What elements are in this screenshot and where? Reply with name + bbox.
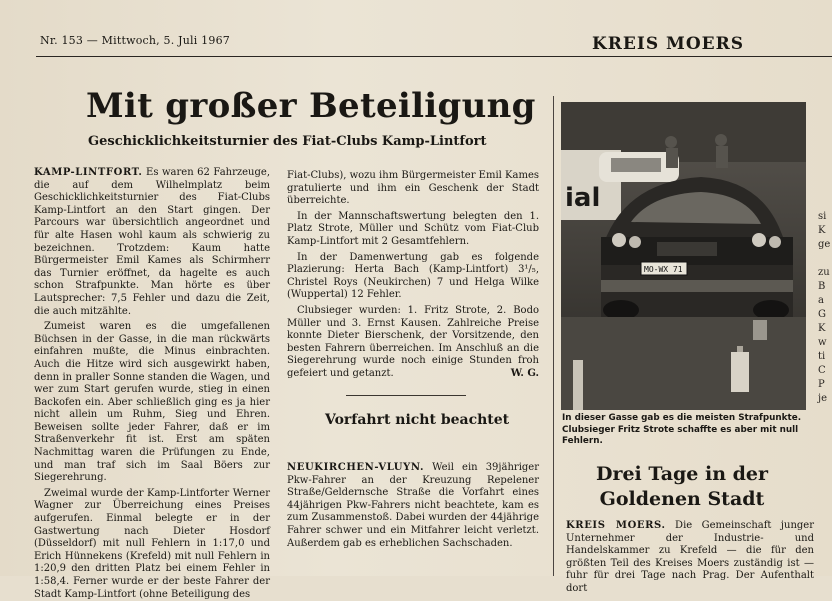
dateline: KREIS MOERS. <box>566 520 666 531</box>
article-subhead: Geschicklichkeitsturnier des Fiat-Clubs Kamp-Lintfort <box>88 134 487 149</box>
column-rule <box>553 96 554 576</box>
dateline: NEUKIRCHEN-VLUYN. <box>287 462 425 473</box>
article-column-2 <box>287 170 539 380</box>
adjacent-column-fragment: si K ge zu B a G K w ti C P je <box>818 211 831 404</box>
article-paragraph: Zweimal wurde der Kamp-Lintforter Werner Wagner zur Überreichung eines Preises aufgerufen. Einmal belegte er in der Gastwertung nach Dieter Hosdorf (Düsseldorf) mit null Fehlern in 1:17,0 und Erich Hünnekens (Krefeld) mit null Fehlern in 1:20,9 den dritten Platz bei einem Fehler in 1:58,4. Ferner wurde er der beste Fahrer der Stadt Kamp-Lintfort (ohne Beteiligung des <box>34 487 270 600</box>
photo-caption: In dieser Gasse gab es die meisten Strafpunkte. Clubsieger Fritz Strote schaffte es aber mit null Fehlern. <box>562 413 802 446</box>
news-photo <box>561 102 806 410</box>
article2-body <box>287 462 539 574</box>
article-paragraph: KAMP-LINTFORT. Es waren 62 Fahrzeuge, die auf dem Wilhelmplatz beim Geschicklichkeitsturnier des Fiat-Clubs Kamp-Lintfort an den Start gingen. Der Parcours war übersichtlich angeordnet und für alte Hasen wohl kaum als schwierig zu bezeichnen. Trotzdem: Kaum hatte Bürgermeister Emil Kames als Schirmherr das Turnier eröffnet, da hagelte es auch schon Strafpunkte. Man hörte es über Lautsprecher: 7,5 Fehler und dazu die Zeit, die auch mitzählte. <box>34 167 270 317</box>
article-paragraph: Clubsieger wurden: 1. Fritz Strote, 2. Bodo Müller und 3. Ernst Kausen. Zahlreiche Preise konnte Dieter Bierschenk, der Vorsitzende, den besten Fahrern überreichen. Im Anschluß an die Siegerehrung wurde noch einige Stunden froh gefeiert und getanzt. W. G. <box>287 304 539 379</box>
article2-headline: Vorfahrt nicht beachtet <box>325 412 510 428</box>
section-title: KREIS MOERS <box>592 34 744 54</box>
article-paragraph: Zumeist waren es die umgefallenen Büchsen in der Gasse, in die man rückwärts einfahren mußte, die Minus einbrachten. Auch die Hitze wird sich ausgewirkt haben, denn in praller Sonne standen die Wagen, und wer zum Start gerufen wurde, stieg in einen Backofen ein. Aber schließlich ging es ja hier nicht allein um Ruhm, Sieg und Ehren. Beweisen sollte jeder Fahrer, daß er im Straßenverkehr fit ist. Erst am späten Nachmittag waren die Prüfungen zu Ende, und man traf sich im Saal Böers zur Siegerehrung. <box>34 321 270 484</box>
article-paragraph: In der Mannschaftswertung belegten den 1. Platz Strote, Müller und Schütz vom Fiat-Club Kamp-Lintfort mit 2 Gesamtfehlern. <box>287 210 539 247</box>
article-paragraph: NEUKIRCHEN-VLUYN. Weil ein 39jähriger Pkw-Fahrer an der Kreuzung Repelener Straße/Geldernsche Straße die Vorfahrt eines 44jährigen Pkw-Fahrers nicht beachtete, kam es zum Zusammenstoß. Dabei wurden der 44jährige Fahrer schwer und ein Mitfahrer leicht verletzt. Außerdem gab es erheblichen Sachschaden. <box>287 462 539 549</box>
article-paragraph: KREIS MOERS. Die Gemeinschaft junger Unternehmer der Industrie- und Handelskammer zu Krefeld — die für den größten Teil des Kreises Moers zuständig ist — fuhr für drei Tage nach Prag. Der Aufenthalt dort <box>566 520 815 594</box>
article3-headline: Drei Tage in der Goldenen Stadt <box>595 463 769 510</box>
article-divider <box>346 395 466 396</box>
header-rule <box>36 56 832 57</box>
article3-body <box>566 520 815 594</box>
car-photo-illustration <box>561 102 806 410</box>
article-headline: Mit großer Beteiligung <box>86 86 536 126</box>
article-column-1 <box>34 167 270 600</box>
license-plate: MO-WX 71 <box>644 265 683 274</box>
issue-line: Nr. 153 — Mittwoch, 5. Juli 1967 <box>40 34 230 47</box>
dateline: KAMP-LINTFORT. <box>34 167 143 178</box>
article-paragraph: Fiat-Clubs), wozu ihm Bürgermeister Emil Kames gratulierte und ihm ein Geschenk der Stadt überreichte. <box>287 170 539 207</box>
author-signature: W. G. <box>510 367 539 379</box>
banner-sign: ial <box>565 183 601 213</box>
article-paragraph: In der Damenwertung gab es folgende Plazierung: Herta Bach (Kamp-Lintfort) 3¹/₅, Christel Roys (Neukirchen) 7 und Helga Wilke (Wuppertal) 12 Fehler. <box>287 251 539 301</box>
